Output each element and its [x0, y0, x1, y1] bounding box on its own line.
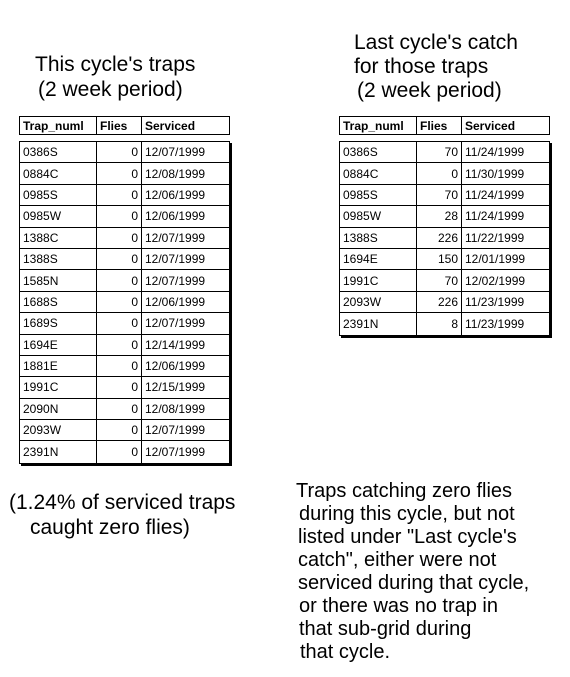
note-line: that sub-grid during [299, 618, 472, 640]
cell-flies: 70 [417, 270, 462, 290]
cell-flies: 150 [417, 249, 462, 269]
cell-trap-number: 1388S [20, 249, 97, 269]
table-row [340, 292, 549, 313]
cell-serviced: 11/24/1999 [465, 209, 525, 224]
cell-flies: 0 [97, 335, 142, 355]
cell-trap-number: 1388C [20, 228, 97, 248]
table-row [20, 420, 229, 441]
cell-serviced: 12/07/1999 [145, 145, 206, 160]
table-body [19, 141, 230, 464]
cell-trap-number: 0386S [340, 142, 417, 162]
table-header [19, 116, 230, 135]
last-cycle-heading-line3: (2 week period) [357, 79, 502, 102]
this-cycle-heading [35, 52, 195, 102]
cell-flies: 0 [97, 399, 142, 419]
cell-serviced: 12/15/1999 [145, 380, 206, 395]
cell-trap-number: 0985W [340, 206, 417, 226]
cell-trap-number: 2093W [340, 292, 417, 312]
cell-flies: 0 [97, 163, 142, 183]
last-cycle-heading-line1: Last cycle's catch [354, 31, 518, 54]
table-row [20, 356, 229, 377]
cell-trap-number: 0985W [20, 206, 97, 226]
cell-trap-number: 1388S [340, 228, 417, 248]
table-row [340, 313, 549, 334]
cell-serviced: 12/07/1999 [145, 445, 206, 460]
cell-trap-number: 0985S [340, 185, 417, 205]
cell-flies: 0 [97, 313, 142, 333]
cell-flies: 0 [97, 270, 142, 290]
header-trap-number: Trap_numl [20, 117, 97, 134]
cell-flies: 0 [97, 185, 142, 205]
cell-flies: 0 [97, 249, 142, 269]
last-cycle-table [339, 116, 550, 336]
cell-trap-number: 0985S [20, 185, 97, 205]
table-row [20, 399, 229, 420]
table-row [20, 377, 229, 398]
cell-trap-number: 1694E [20, 335, 97, 355]
zero-flies-percentage-note [9, 490, 235, 540]
cell-serviced: 12/07/1999 [145, 423, 206, 438]
cell-trap-number: 1881E [20, 356, 97, 376]
cell-flies: 0 [97, 142, 142, 162]
cell-serviced: 11/24/1999 [465, 145, 525, 160]
cell-flies: 0 [97, 377, 142, 397]
cell-serviced: 11/30/1999 [465, 166, 525, 181]
header-flies: Flies [417, 117, 462, 134]
table-row [340, 206, 549, 227]
note-line: Traps catching zero flies [296, 480, 513, 502]
cell-serviced: 12/08/1999 [145, 166, 206, 181]
note-line: that cycle. [300, 641, 391, 663]
header-trap-number: Trap_numl [340, 117, 417, 134]
cell-flies: 0 [97, 292, 142, 312]
this-cycle-table [19, 116, 230, 464]
cell-trap-number: 1991C [20, 377, 97, 397]
table-row [20, 335, 229, 356]
cell-trap-number: 1991C [340, 270, 417, 290]
last-cycle-heading-line2: for those traps [354, 55, 489, 78]
cell-serviced: 11/24/1999 [465, 187, 525, 202]
header-serviced: Serviced [465, 118, 516, 133]
note-line: (1.24% of serviced traps [9, 491, 236, 514]
cell-trap-number: 2090N [20, 399, 97, 419]
this-cycle-heading-line1: This cycle's traps [35, 53, 196, 76]
cell-serviced: 12/07/1999 [145, 273, 206, 288]
note-line: or there was no trap in [299, 595, 498, 617]
table-row [340, 228, 549, 249]
table-row [20, 206, 229, 227]
table-body [339, 141, 550, 336]
cell-serviced: 12/06/1999 [145, 359, 206, 374]
table-row [20, 292, 229, 313]
table-row [20, 163, 229, 184]
table-row [20, 228, 229, 249]
cell-trap-number: 1585N [20, 270, 97, 290]
cell-flies: 226 [417, 292, 462, 312]
cell-flies: 0 [97, 356, 142, 376]
cell-flies: 8 [417, 313, 462, 334]
cell-serviced: 12/14/1999 [145, 337, 206, 352]
table-row [20, 142, 229, 163]
cell-flies: 0 [97, 228, 142, 248]
note-line: catch", either were not [298, 549, 497, 571]
cell-trap-number: 1688S [20, 292, 97, 312]
cell-flies: 70 [417, 142, 462, 162]
cell-serviced: 11/22/1999 [465, 230, 525, 245]
note-line: caught zero flies) [30, 516, 190, 539]
note-line: serviced during that cycle, [298, 572, 530, 594]
cell-serviced: 12/06/1999 [145, 294, 206, 309]
table-row [20, 441, 229, 462]
cell-serviced: 12/02/1999 [465, 273, 526, 288]
cell-flies: 70 [417, 185, 462, 205]
table-row [340, 163, 549, 184]
cell-serviced: 12/01/1999 [465, 252, 526, 267]
cell-flies: 226 [417, 228, 462, 248]
header-flies: Flies [97, 117, 142, 134]
table-row [340, 185, 549, 206]
table-row [20, 185, 229, 206]
cell-flies: 0 [97, 206, 142, 226]
cell-flies: 0 [97, 420, 142, 440]
table-row [340, 270, 549, 291]
cell-serviced: 12/06/1999 [145, 187, 206, 202]
cell-trap-number: 1689S [20, 313, 97, 333]
cell-trap-number: 2391N [340, 313, 417, 334]
this-cycle-heading-line2: (2 week period) [38, 78, 183, 101]
cell-trap-number: 2093W [20, 420, 97, 440]
cell-trap-number: 1694E [340, 249, 417, 269]
cell-serviced: 12/07/1999 [145, 316, 206, 331]
note-line: listed under "Last cycle's [298, 526, 517, 548]
cell-trap-number: 0386S [20, 142, 97, 162]
table-row [20, 270, 229, 291]
note-line: during this cycle, but not [299, 503, 515, 525]
table-row [340, 249, 549, 270]
cell-trap-number: 0884C [20, 163, 97, 183]
cell-serviced: 12/06/1999 [145, 209, 206, 224]
cell-flies: 28 [417, 206, 462, 226]
cell-serviced: 12/08/1999 [145, 401, 206, 416]
cell-trap-number: 2391N [20, 441, 97, 462]
cell-flies: 0 [97, 441, 142, 462]
cell-flies: 0 [417, 163, 462, 183]
cell-serviced: 11/23/1999 [465, 294, 525, 309]
cell-serviced: 12/07/1999 [145, 252, 206, 267]
cell-serviced: 12/07/1999 [145, 230, 206, 245]
header-serviced: Serviced [145, 118, 196, 133]
cell-trap-number: 0884C [340, 163, 417, 183]
explanation-note [296, 480, 529, 664]
cell-serviced: 11/23/1999 [465, 316, 525, 331]
last-cycle-heading [354, 31, 518, 103]
table-row [20, 249, 229, 270]
table-row [340, 142, 549, 163]
table-header [339, 116, 550, 135]
table-row [20, 313, 229, 334]
